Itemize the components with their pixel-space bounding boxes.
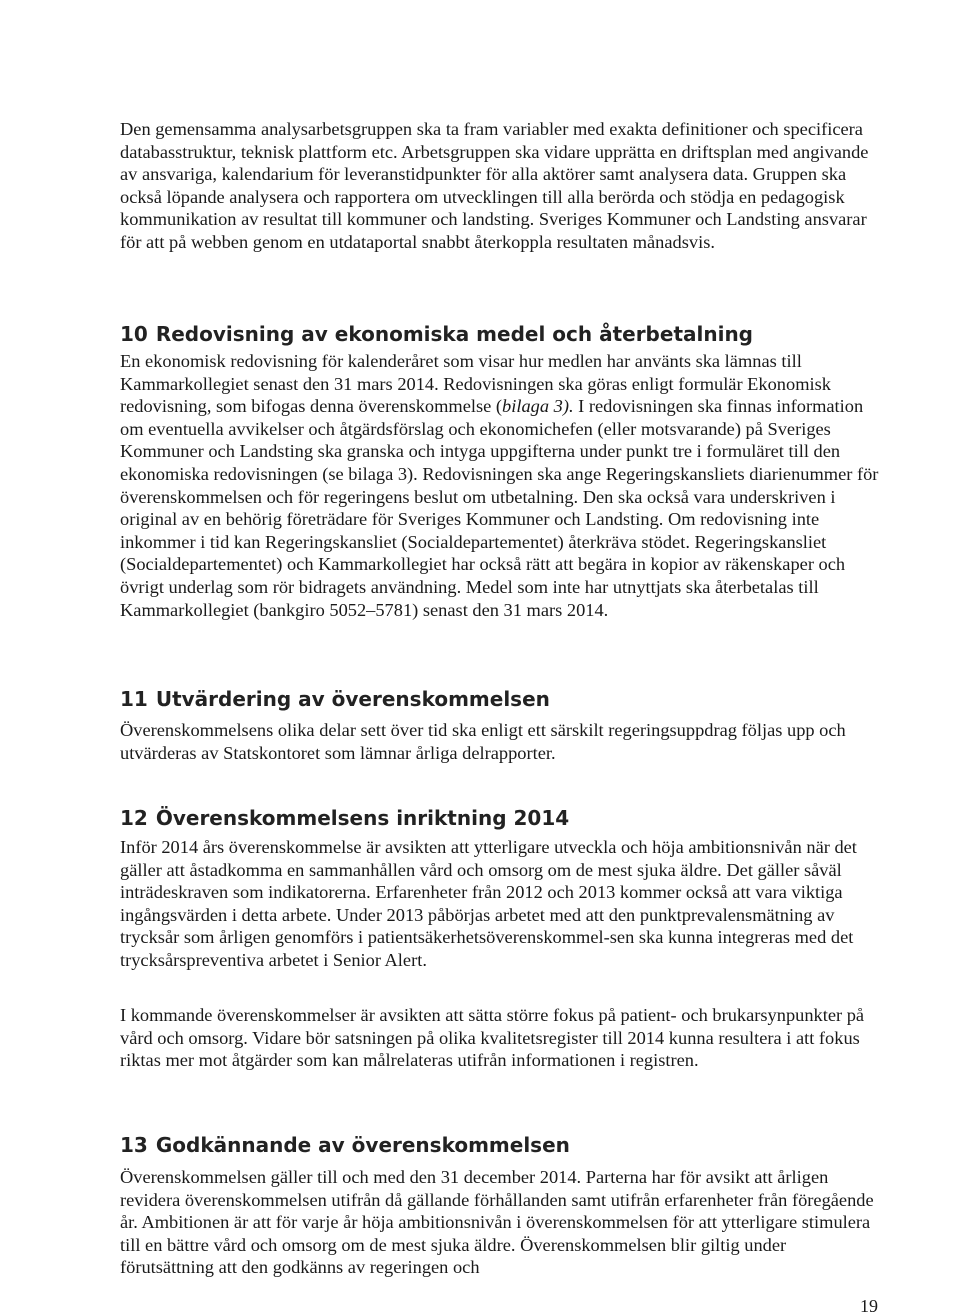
section-11-paragraph: Överenskommelsens olika delar sett över tid ska enligt ett särskilt regeringsuppdrag följas upp och utvärderas av Statskontoret som lämnar årliga delrapporter. bbox=[120, 720, 846, 763]
section-11-heading bbox=[120, 686, 550, 712]
section-13-paragraph: Överenskommelsen gäller till och med den 31 december 2014. Parterna har för avsikt att årligen revidera överenskommelsen utifrån då gällande förhållanden samt utifrån erfarenheter från föregående år. Ambitionen är att för varje år höja ambitionsnivån i överenskommelsen för att ytterligare stimulera till en bättre vård och omsorg om de mest sjuka äldre. Överenskommelsen blir giltig under förutsättning att den godkänns av regeringen och bbox=[120, 1167, 874, 1278]
section-13-number: 13 bbox=[120, 1133, 148, 1157]
section-11-title: Utvärdering av överenskommelsen bbox=[155, 687, 550, 711]
section-12-number: 12 bbox=[120, 806, 148, 830]
section-13-heading bbox=[120, 1132, 570, 1158]
section-12-title: Överenskommelsens inriktning 2014 bbox=[155, 806, 570, 830]
page-number: 19 bbox=[860, 1296, 878, 1316]
section-10-title: Redovisning av ekonomiska medel och återbetalning bbox=[155, 322, 754, 346]
section-11-number: 11 bbox=[120, 687, 148, 711]
section-10-text-after: I redovisningen ska finnas information om eventuella avvikelser och åtgärdsförslag och ekonomichefen (eller motsvarande) på Sveriges Kommuner och Landsting ska granska och intyga uppgifterna under punkt tre i formuläret till den ekonomiska redovisningen (se bilaga 3). Redovisningen ska ange Regeringskansliets diarienummer för överenskommelsen och för regeringens beslut om utbetalning. Den ska också vara underskriven i original av en behörig företrädare för Sveriges Kommuner och Landsting. Om redovisning inte inkommer i tid kan Regeringskansliet (Socialdepartementet) återkräva stödet. Regeringskansliet (Socialdepartementet) och Kammarkollegiet har också rätt att begära in kopior av räkenskaper och övrigt underlag som rör bidragets användning. Medel som inte har utnyttjats ska återbetalas till Kammarkollegiet (bankgiro 5052–5781) senast den 31 mars 2014. bbox=[120, 396, 879, 620]
section-10-heading bbox=[120, 321, 753, 347]
section-12-paragraph-2: I kommande överenskommelser är avsikten att sätta större fokus på patient- och brukarsynpunkter på vård och omsorg. Vidare bör satsningen på olika kvalitetsregister till 2014 kunna resultera i att fokus riktas mer mot åtgärder som kan målrelateras utifrån informationen i registren. bbox=[120, 1005, 865, 1071]
section-10-italic-ref: bilaga 3). bbox=[502, 396, 574, 417]
section-12-heading bbox=[120, 805, 569, 831]
section-12-paragraph-1: Inför 2014 års överenskommelse är avsikten att ytterligare utveckla och höja ambitionsnivån när det gäller att åstadkomma en sammanhållen vård och omsorg om de mest sjuka äldre. Det gäller såväl inträdeskraven som indikatorerna. Erfarenheter från 2012 och 2013 kommer också att vara viktiga ingångsvärden i detta arbete. Under 2013 påbörjas arbetet med att den punktprevalensmätning av trycksår som årligen genomförs i patientsäkerhetsöverenskommel-sen ska kunna integreras med det trycksårspreventiva arbetet i Senior Alert. bbox=[120, 837, 857, 970]
section-13-title: Godkännande av överenskommelsen bbox=[155, 1133, 570, 1157]
section-10-text-before: En ekonomisk redovisning för kalenderåret som visar hur medlen har använts ska lämnas till Kammarkollegiet senast den 31 mars 2014. Redovisningen ska göras enligt formulär Ekonomisk redovisning, som bifogas denna överenskommelse ( bbox=[120, 351, 831, 417]
intro-paragraph: Den gemensamma analysarbetsgruppen ska ta fram variabler med exakta definitioner och specificera databasstruktur, teknisk plattform etc. Arbetsgruppen ska vidare upprätta en driftsplan med angivande av ansvariga, kalendarium för leveranstidpunkter för alla aktörer samt analysera data. Gruppen ska också löpande analysera och rapportera om utvecklingen till alla berörda och stödja en pedagogisk kommunikation av resultat till kommuner och landsting. Sveriges Kommuner och Landsting ansvarar för att på webben genom en utdataportal snabbt återkoppla resultaten månadsvis. bbox=[120, 119, 869, 252]
section-10-paragraph bbox=[120, 350, 880, 621]
section-10-number: 10 bbox=[120, 322, 148, 346]
